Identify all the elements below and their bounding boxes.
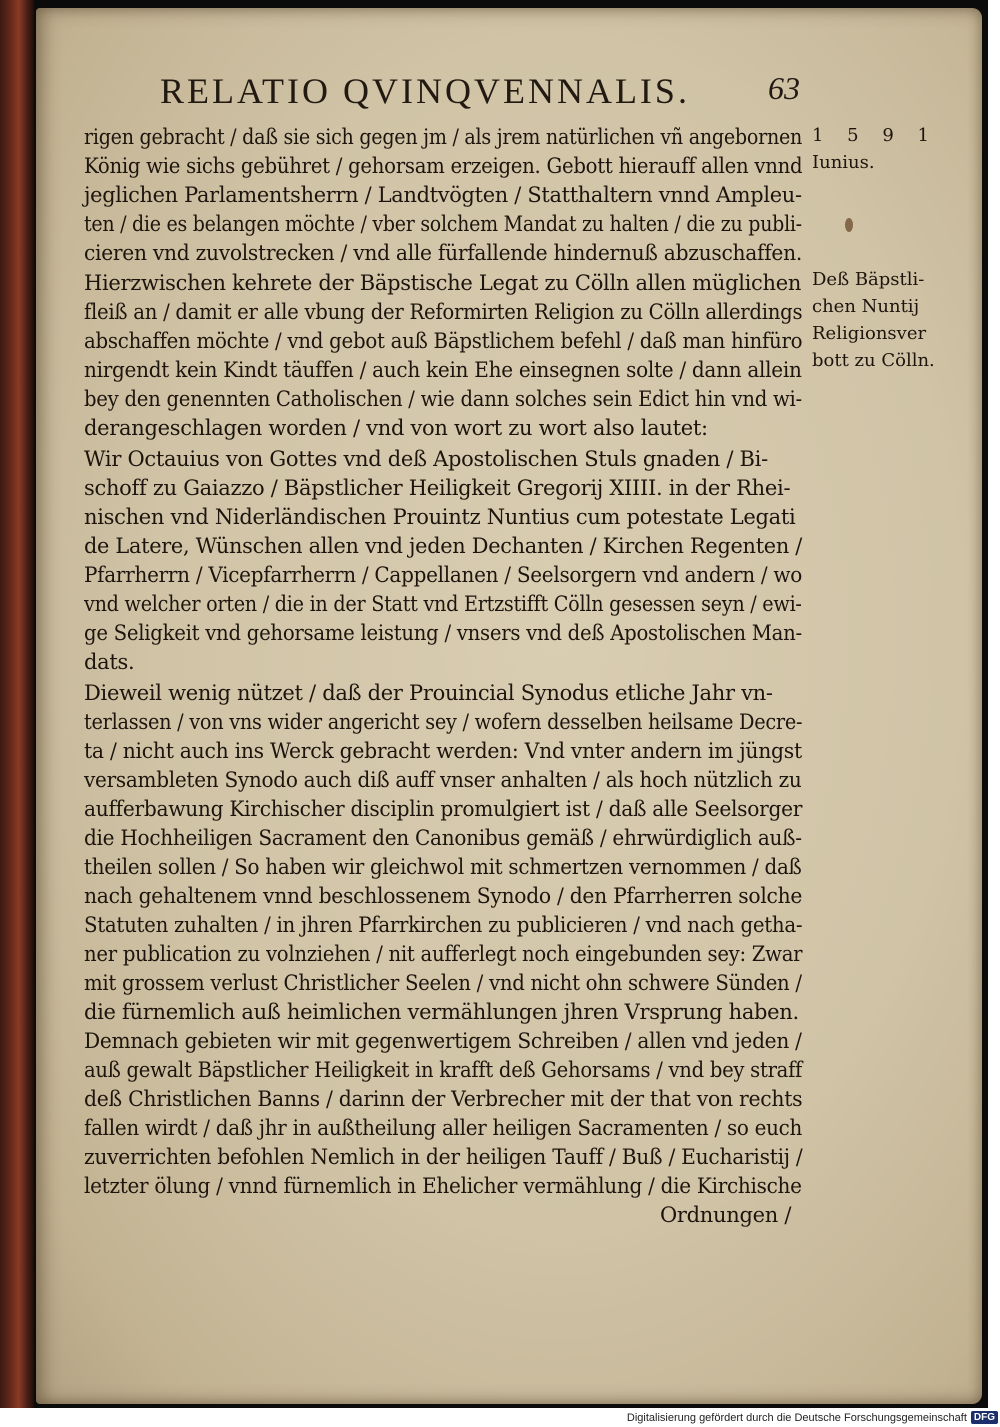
text-line: deß Christlichen Banns / darinn der Verbrecher mit der that von rechts (84, 1087, 803, 1111)
text-line: die Hochheiligen Sacrament den Canonibus gemäß / ehrwürdiglich auß- (84, 826, 802, 850)
text-line: ner publication zu volnziehen / nit aufferlegt noch eingebunden sey: Zwar (84, 942, 803, 966)
margin-note (812, 266, 935, 374)
text-line: bey den genennten Catholischen / wie dann solches sein Edict hin vnd wi- (84, 387, 802, 411)
text-line: jeglichen Parlamentsherrn / Landtvögten / Statthaltern vnnd Ampleu- (84, 183, 802, 207)
text-line: theilen sollen / So haben wir gleichwol mit schmertzen vernommen / daß (84, 855, 802, 879)
text-line: vnd welcher orten / die in der Statt vnd Ertzstifft Cölln gesessen seyn / ewi- (84, 592, 802, 616)
page-number: 63 (768, 70, 800, 106)
text-line: Statuten zuhalten / in jhren Pfarrkirchen zu publicieren / vnd nach getha- (84, 913, 803, 937)
text-line: Demnach gebieten wir mit gegenwertigem Schreiben / allen vnd jeden / (84, 1029, 802, 1053)
text-line: auß gewalt Bäpstlicher Heiligkeit in krafft deß Gehorsams / vnd bey straff (84, 1058, 803, 1082)
margin-month: Iunius. (812, 152, 875, 173)
text-line: Pfarrherrn / Vicepfarrherrn / Cappellanen / Seelsorgern vnd andern / wo (84, 563, 802, 587)
text-line: letzter ölung / vnnd fürnemlich in Ehelicher vermählung / die Kirchische (84, 1174, 802, 1198)
margin-note-line: bott zu Cölln. (812, 350, 935, 371)
text-line: zuverrichten befohlen Nemlich in der heiligen Tauff / Buß / Eucharistij / (84, 1145, 803, 1169)
text-line: aufferbawung Kirchischer disciplin promulgiert ist / daß alle Seelsorger (84, 797, 803, 821)
footer-credit (608, 1408, 1000, 1427)
text-line: terlassen / von vns wider angericht sey / wofern desselben heilsame Decre- (84, 710, 803, 734)
text-line: abschaffen möchte / vnd gebot auß Bäpstlichem befehl / daß man hinfüro (84, 329, 803, 353)
margin-note-line: Religionsver (812, 323, 927, 344)
text-line: ta / nicht auch ins Werck gebracht werden: Vnd vnter andern im jüngst (84, 739, 802, 763)
text-line: versambleten Synodo auch diß auff vnser anhalten / als hoch nützlich zu (84, 768, 802, 792)
margin-note-line: Deß Bäpstli- (812, 269, 925, 290)
text-line: ge Seligkeit vnd gehorsame leistung / vnsers vnd deß Apostolischen Man- (84, 621, 802, 645)
text-line: Dieweil wenig nützet / daß der Prouincial Synodus etliche Jahr vn- (84, 681, 773, 705)
text-line: nach gehaltenem vnnd beschlossenem Synodo / den Pfarrherren solche (84, 884, 803, 908)
running-header: RELATIO QVINQVENNALIS. (160, 71, 690, 111)
text-line: nischen vnd Niderländischen Prouintz Nuntius cum potestate Legati (84, 505, 796, 529)
text-line: König wie sichs gebühret / gehorsam erzeigen. Gebott hierauff allen vnnd (84, 154, 803, 178)
book-spine (0, 0, 34, 1408)
text-line: fleiß an / damit er alle vbung der Reformirten Religion zu Cölln allerdings (84, 300, 803, 324)
text-line: nirgendt kein Kindt täuffen / auch kein Ehe einsegnen solte / dann allein (84, 358, 802, 382)
ink-stain (845, 218, 853, 232)
text-line: derangeschlagen worden / vnd von wort zu wort also lautet: (84, 416, 708, 440)
text-line: schoff zu Gaiazzo / Bäpstlicher Heiligkeit Gregorij XIIII. in der Rhei- (84, 476, 791, 500)
text-line: die fürnemlich auß heimlichen vermählungen jhren Vrsprung haben. (84, 1000, 799, 1024)
text-line: cieren vnd zuvolstrecken / vnd alle fürfallende hindernuß abzuschaffen. (84, 241, 802, 265)
text-line: de Latere, Wünschen allen vnd jeden Dechanten / Kirchen Regenten / (84, 534, 803, 558)
text-line: dats. (84, 650, 135, 674)
text-line: mit grossem verlust Christlicher Seelen / vnd nicht ohn schwere Sünden / (84, 971, 802, 995)
catchword: Ordnungen / (660, 1203, 792, 1227)
margin-year: 1 5 9 1 (812, 125, 938, 146)
margin-date (812, 122, 938, 176)
text-line: Wir Octauius von Gottes vnd deß Apostolischen Stuls gnaden / Bi- (84, 447, 768, 471)
footer-text: Digitalisierung gefördert durch die Deutsche Forschungsgemeinschaft (626, 1411, 967, 1424)
dfg-logo: DFG (971, 1411, 998, 1424)
margin-note-line: chen Nuntij (812, 296, 920, 317)
text-line: ten / die es belangen möchte / vber solchem Mandat zu halten / die zu publi- (84, 212, 802, 236)
text-line: rigen gebracht / daß sie sich gegen jm / als jrem natürlichen vñ angebornen (84, 125, 803, 149)
text-line: Hierzwischen kehrete der Bäpstische Legat zu Cölln allen müglichen (84, 271, 802, 295)
text-line: fallen wirdt / daß jhr in außtheilung aller heiligen Sacramenten / so euch (84, 1116, 803, 1140)
